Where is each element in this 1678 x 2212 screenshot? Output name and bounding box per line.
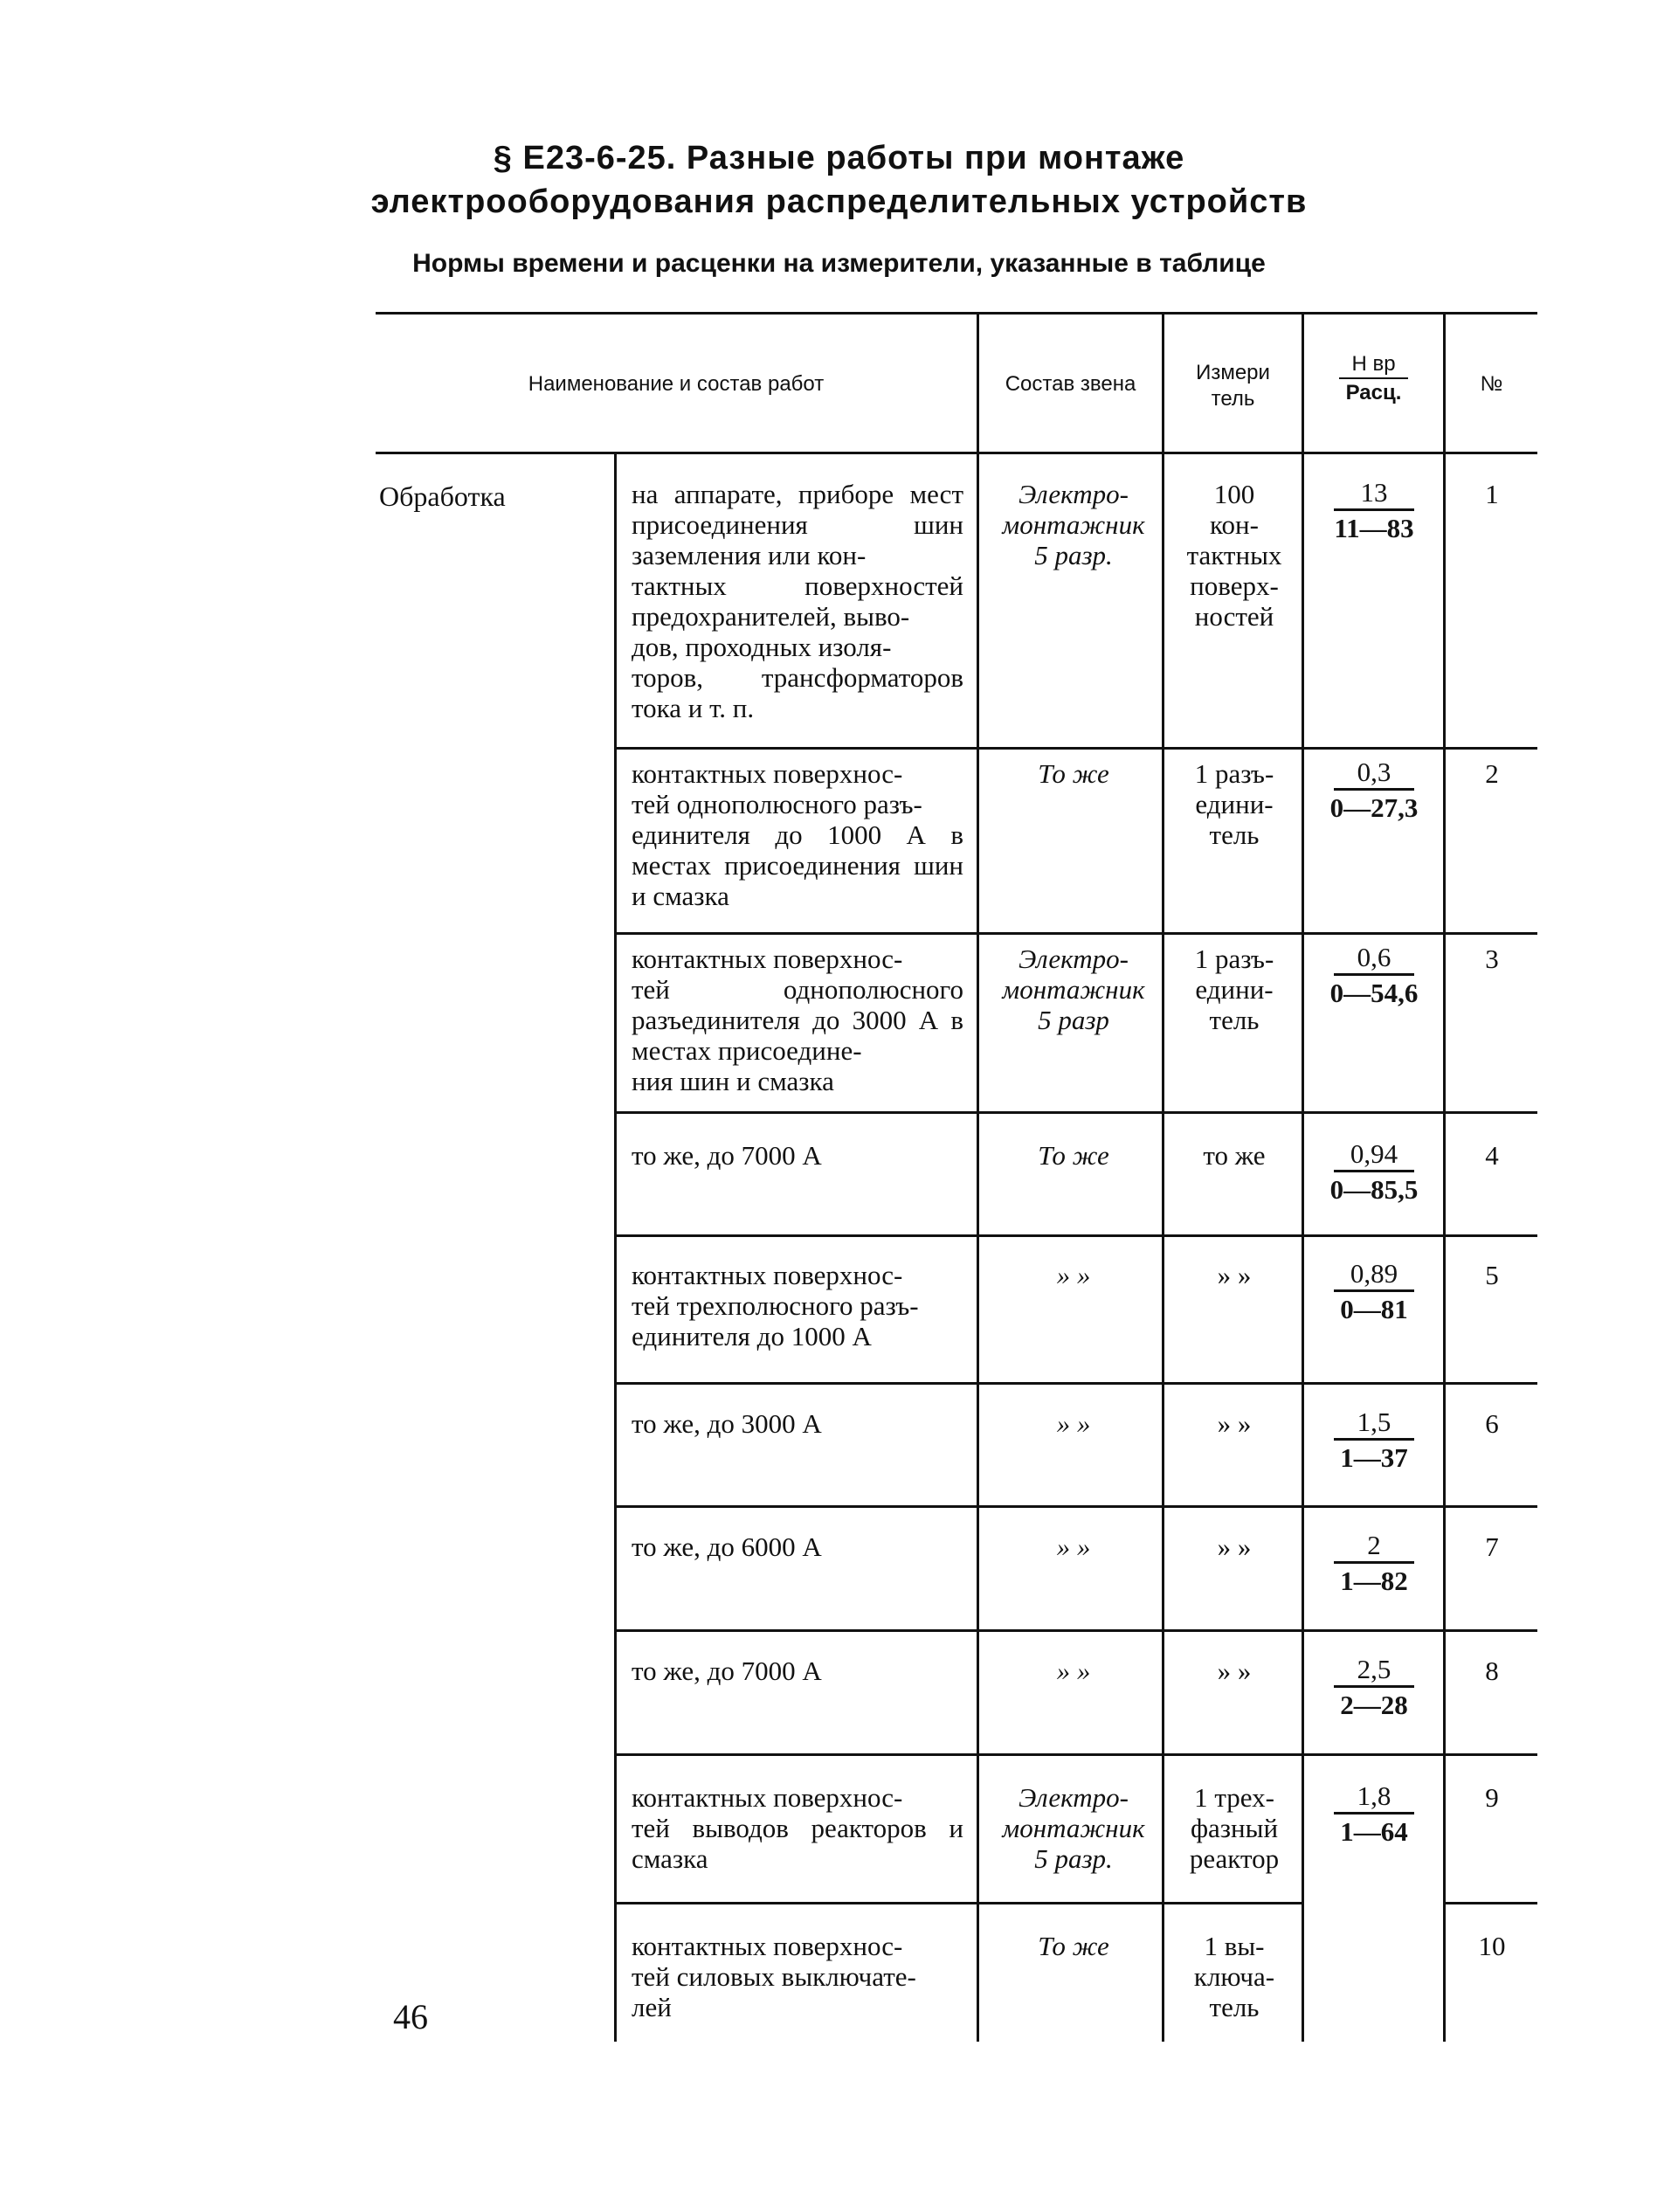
row-separator: [614, 1505, 1537, 1508]
header-norm-time: Н вр: [1339, 351, 1407, 379]
crew-composition: » »: [1056, 1531, 1091, 1562]
time-norm: 2,5: [1334, 1654, 1414, 1688]
crew-composition: Электро- монтажник 5 разр: [1002, 944, 1145, 1035]
work-description: контактных поверхнос- тей силовых выключате- лей: [632, 1931, 916, 2022]
price-rate: 1—64: [1340, 1816, 1408, 1847]
crew-composition: » »: [1056, 1260, 1091, 1290]
header-norm-price: Расц.: [1345, 381, 1402, 404]
norm-rate: [1310, 1407, 1438, 1476]
row-number: 3: [1485, 944, 1499, 974]
header-crew: Состав звена: [1005, 372, 1136, 396]
row-separator: [614, 1629, 1537, 1632]
row-separator: [614, 1111, 1537, 1114]
norm-rate: [1310, 1654, 1438, 1723]
measure-unit: то же: [1203, 1140, 1266, 1171]
price-rate: 1—82: [1340, 1566, 1408, 1596]
header-bottom-rule: [376, 452, 1537, 454]
crew-composition: Электро- монтажник 5 разр.: [1002, 479, 1145, 570]
time-norm: 0,3: [1334, 757, 1414, 791]
work-description: то же, до 6000 А: [632, 1531, 822, 1562]
price-rate: 0—81: [1340, 1294, 1408, 1324]
col-divider-unit: [1302, 312, 1304, 2042]
page-number: 46: [393, 1997, 428, 2036]
measure-unit: » »: [1217, 1656, 1252, 1686]
measure-unit: 1 разъ- едини- тель: [1194, 944, 1274, 1035]
header-name: Наименование и состав работ: [528, 372, 825, 396]
work-description: контактных поверхнос- тей трехполюсного разъ- единителя до 1000 А: [632, 1260, 919, 1351]
row-number: 1: [1485, 479, 1499, 509]
row-separator: [614, 1234, 1537, 1237]
crew-composition: » »: [1056, 1656, 1091, 1686]
price-rate: 11—83: [1334, 513, 1414, 543]
row-number: 10: [1478, 1931, 1506, 1961]
time-norm: 0,94: [1334, 1138, 1414, 1172]
time-norm: 1,5: [1334, 1407, 1414, 1441]
norm-rate: [1310, 1780, 1438, 1849]
norm-rate: [1310, 1530, 1438, 1599]
header-number: №: [1480, 372, 1503, 396]
measure-unit: 100 кон- тактных поверх- ностей: [1186, 479, 1282, 632]
row-number: 2: [1485, 758, 1499, 789]
norm-rate: [1310, 942, 1438, 1011]
section-title-line2: электрооборудования распределительных устройств: [370, 183, 1308, 220]
crew-composition: Электро- монтажник 5 разр.: [1002, 1782, 1145, 1874]
price-rate: 0—85,5: [1329, 1174, 1419, 1205]
time-norm: 1,8: [1334, 1780, 1414, 1815]
header-unit: Измери тель: [1196, 361, 1270, 411]
row-number: 5: [1485, 1260, 1499, 1290]
row-number: 4: [1485, 1140, 1499, 1171]
row-number: 9: [1485, 1782, 1499, 1813]
work-description: то же, до 3000 А: [632, 1408, 822, 1439]
work-description: контактных поверхнос- тей однополюсного разъединителя до 3000 А в местах присоедине- ния шин и смазка: [632, 944, 963, 1096]
work-description: контактных поверхнос- тей однополюсного разъ- единителя до 1000 А в местах присоединения шин и смазка: [632, 758, 963, 911]
row-separator: [614, 747, 1537, 750]
measure-unit: » »: [1217, 1408, 1252, 1439]
work-description: контактных поверхнос- тей выводов реакторов и смазка: [632, 1782, 963, 1874]
crew-composition: » »: [1056, 1408, 1091, 1439]
col-divider-norm: [1443, 312, 1446, 2042]
crew-composition: То же: [1038, 1140, 1109, 1171]
table-top-rule: [376, 312, 1537, 315]
row-separator: [614, 932, 1537, 935]
row-separator: [614, 1753, 1537, 1756]
norm-rate: [1310, 1138, 1438, 1207]
norm-rate: [1310, 477, 1438, 546]
time-norm: 0,6: [1334, 942, 1414, 976]
work-description: на аппарате, приборе мест присоединения шин заземления или кон- тактных поверхностей предохранителей, выво- дов, проходных изоля- торов, трансформаторов тока и т. п.: [632, 479, 963, 723]
group-label: Обработка: [379, 480, 506, 512]
price-rate: 0—27,3: [1329, 792, 1419, 823]
table-subtitle: Нормы времени и расценки на измерители, указанные в таблице: [412, 249, 1266, 278]
row-separator: [614, 1382, 1537, 1385]
price-rate: 1—37: [1340, 1442, 1408, 1473]
row-separator: [614, 1902, 1302, 1904]
price-rate: 0—54,6: [1329, 978, 1419, 1008]
col-divider-group: [614, 452, 617, 2042]
col-divider-desc: [977, 312, 979, 2042]
measure-unit: 1 разъ- едини- тель: [1194, 758, 1274, 850]
measure-unit: » »: [1217, 1531, 1252, 1562]
norm-rate: [1310, 757, 1438, 826]
row-number: 8: [1485, 1656, 1499, 1686]
measure-unit: 1 трех- фазный реактор: [1189, 1782, 1280, 1874]
work-description: то же, до 7000 А: [632, 1656, 822, 1686]
measure-unit: » »: [1217, 1260, 1252, 1290]
measure-unit: 1 вы- ключа- тель: [1193, 1931, 1275, 2022]
row-number: 7: [1485, 1531, 1499, 1562]
time-norm: 2: [1334, 1530, 1414, 1564]
header-norm: [1304, 351, 1443, 407]
norm-rate: [1310, 1258, 1438, 1327]
section-title-line1: § Е23-6-25. Разные работы при монтаже: [493, 140, 1185, 176]
row-separator: [1443, 1902, 1537, 1904]
work-description: то же, до 7000 А: [632, 1140, 822, 1171]
time-norm: 0,89: [1334, 1258, 1414, 1292]
crew-composition: То же: [1038, 758, 1109, 789]
row-number: 6: [1485, 1408, 1499, 1439]
crew-composition: То же: [1038, 1931, 1109, 1961]
time-norm: 13: [1334, 477, 1414, 511]
col-divider-crew: [1162, 312, 1164, 2042]
price-rate: 2—28: [1340, 1690, 1408, 1720]
